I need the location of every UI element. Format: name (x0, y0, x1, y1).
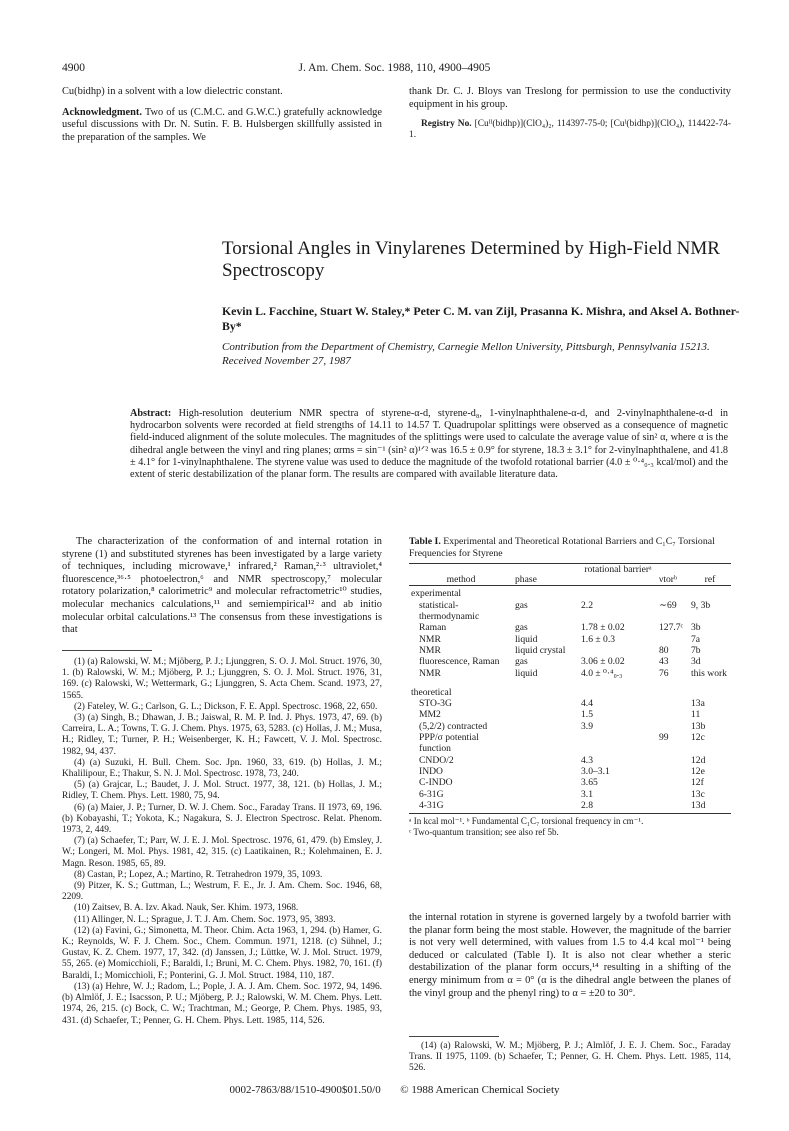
footnote: (12) (a) Favini, G.; Simonetta, M. Theor. Chim. Acta 1963, 1, 294. (b) Hamer, G. K.; Reynolds, W. F. J. Chem. Soc., Chem. Commun. 1971, 1218. (c) Sühnel, J.; Gustav, K. Z. Chem. 1977, 17, 342. (d) Janssen, J.; Lüttke, W. J. Mol. Struct. 1979, 55, 265. (e) Momicchioli, F.; Baraldi, I.; Bruni, M. C. Chem. Phys. 1982, 70, 161. (f) Baraldi, I.; Momicchioli, F.; Ponterini, G. J. Mol. Struct. 1984, 110, 187. (62, 925, 382, 981)
table-cell (513, 789, 579, 800)
table-cell: MM2 (419, 709, 441, 721)
table-cell: 76 (659, 667, 669, 679)
ack-text: Two of us (C.M.C. and G.W.C.) gratefully acknowledge useful discussions with Dr. N. Sutin. F. B. Hulsbergen skillfully assisted in the preparation of the samples. We (62, 106, 382, 143)
table-cell: Raman (419, 622, 447, 634)
table-cell: gas (515, 599, 528, 611)
table-caption (409, 536, 731, 559)
table-cell: 3.0–3.1 (581, 765, 610, 777)
table-row (409, 732, 731, 755)
table-cell: 99 (659, 732, 669, 744)
journal-citation: J. Am. Chem. Soc. 1988, 110, 4900–4905 (298, 62, 491, 74)
footnote: (1) (a) Ralowski, W. M.; Mjöberg, P. J.; Ljunggren, S. O. J. Mol. Struct. 1976, 30, 1. (b) Ralowski, W. M.; Mjöberg, P. J.; Ljunggren, S. O. J. Mol. Struct. 1976, 31, 169. (c) Ralowski, W.; Wettermark, G.; Ljunggren, S. Acta Chem. Scand. 1973, 27, 1565. (62, 657, 382, 701)
table-footnote-c: ᶜ Two-quantum transition; see also ref 5b. (409, 826, 559, 837)
article-authors: Kevin L. Facchine, Stuart W. Staley,* Peter C. M. van Zijl, Prasanna K. Mishra, and Aksel A. Bothner-By* (222, 304, 740, 333)
footnote: (10) Zaitsev, B. A. Izv. Akad. Nauk, Ser. Khim. 1973, 1968. (74, 903, 299, 914)
page-footer (0, 1084, 789, 1096)
right-paragraph: the internal rotation in styrene is governed largely by a twofold barrier with the planar form being the most stable. However, the magnitude of the barrier is not very well determined, with values from 1.5 to 4.4 kcal mol⁻¹ being deduced or calculated (Table I). It is also not clear whether a steric destabilization of the planar form occurs,¹⁴ resulting in a shifting of the energy minimum from α = 0° (α is the dihedral angle between the planes of the vinyl group and the phenyl ring) to α = ±20 to 30°. (409, 912, 731, 999)
page-number: 4900 (62, 62, 85, 74)
table-cell: (5,2/2) contracted (419, 720, 488, 732)
table-cell: gas (515, 656, 528, 668)
table-cell (657, 777, 689, 788)
table-cell: 3.06 ± 0.02 (581, 656, 625, 668)
footnotes-left (62, 657, 382, 1027)
table-cell: liquid (515, 633, 538, 645)
footnote: (11) Allinger, N. L.; Sprague, J. T. J. Am. Chem. Soc. 1973, 95, 3893. (74, 914, 336, 925)
table-cell (513, 800, 579, 811)
article-title: Torsional Angles in Vinylarenes Determined by High-Field NMR Spectroscopy (222, 238, 720, 281)
table-cell (513, 709, 579, 720)
table-cell (657, 766, 689, 777)
footnote: (9) Pitzer, K. S.; Guttman, L.; Westrum, F. E., Jr. J. Am. Chem. Soc. 1946, 68, 2209. (62, 881, 382, 903)
footnote-rule (62, 650, 152, 651)
table-row (409, 755, 731, 766)
table-row (409, 709, 731, 720)
footnote: (7) (a) Schaefer, T.; Parr, W. J. E. J. Mol. Spectrosc. 1976, 61, 479. (b) Emsley, J. W.; Longeri, M. Mol. Phys. 1981, 42, 315. (c) Laatikainen, R.; Kolehmainen, E. J. Magn. Reson. 1985, 65, 89. (62, 836, 382, 869)
table-cell: INDO (419, 765, 443, 777)
table-cell (513, 777, 579, 788)
table-row (409, 600, 731, 623)
table-caption-text: Experimental and Theoretical Rotational Barriers and C₁C₇ Torsional Frequencies for Styrene (409, 536, 715, 559)
table-cell (657, 755, 689, 766)
table-footnotes (409, 816, 731, 837)
footnote: (3) (a) Singh, B.; Dhawan, J. B.; Jaiswal, R. M. P. Ind. J. Phys. 1973, 47, 69. (b) Carreira, L. A.; Towns, T. G. J. Chem. Phys. 1975, 63, 5283. (c) Hollas, J. M.; Musa, H.; Ridley, T.; Turner, P. H.; Weisenberger, K. H.; Fawcett, V. J. Mol. Spectrosc. 1982, 94, 437. (62, 713, 382, 757)
table-cell: 4.0 ± ⁰·⁴₀.₃ (581, 667, 623, 679)
table-cell: NMR (419, 667, 441, 679)
table-cell (513, 721, 579, 732)
table-cell (513, 755, 579, 766)
footer-code: 0002-7863/88/1510-4900$01.50/0 (229, 1084, 381, 1096)
section-theoretical: theoretical (411, 686, 452, 698)
table-cell: NMR (419, 633, 441, 645)
table-1 (409, 536, 731, 837)
table-cell: 6-31G (419, 788, 444, 800)
table-cell: 12d (691, 754, 706, 766)
table-cell (579, 732, 657, 755)
thanks-text: thank Dr. C. J. Bloys van Treslong for permission to use the conductivity equipment in his group. (409, 86, 731, 110)
table-cell (579, 645, 657, 656)
abstract-text: High-resolution deuterium NMR spectra of styrene-α-d, styrene-d₈, 1-vinylnaphthalene-α-d, and 2-vinylnaphthalene-α-d in hydrocarbon solvents were recorded at field strengths of 14.11 to 14.57 T. Quadrupolar splittings were observed as a consequence of magnetic field-induced alignment of the solute molecules. The magnitudes of the splittings were used to calculate the average value of sin² α, where α is the dihedral angle between the vinyl and ring planes; αrms = sin⁻¹ (sin² α)¹ᐟ² was 16.5 ± 0.9° for styrene, 18.3 ± 3.1° for 2-vinylnaphthalene, and 41.8 ± 4.1° for 1-vinylnaphthalene. The styrene value was used to deduce the magnitude of the twofold rotational barrier (4.0 ± ⁰·⁴₀.₃ kcal/mol) and the extent of steric destabilization of the planar form. The results are compared with available literature data. (130, 408, 728, 481)
table-cell (657, 698, 689, 709)
table-grid (409, 563, 731, 811)
table-row (409, 800, 731, 811)
table-cell: 3.1 (581, 788, 593, 800)
table-row (409, 656, 731, 667)
table-row (409, 622, 731, 633)
table-cell: 13b (691, 720, 706, 732)
table-cell: 3.65 (581, 777, 598, 789)
table-cell: statistical-thermodynamic (419, 599, 480, 623)
table-row (409, 634, 731, 645)
table-cell: 13a (691, 698, 705, 710)
table-cell: 4.3 (581, 754, 593, 766)
top-right-carryover (409, 86, 731, 142)
footnote-rule-right (409, 1036, 499, 1037)
article-affiliation: Contribution from the Department of Chemistry, Carnegie Mellon University, Pittsburgh, Pennsylvania 15213. Received November 27, 1987 (222, 341, 710, 367)
section-experimental: experimental (411, 588, 462, 600)
footnote: (13) (a) Hehre, W. J.; Radom, L.; Pople, J. A. J. Am. Chem. Soc. 1972, 94, 1496. (b) Almlöf, J. E.; Isacsson, P. U.; Mjöberg, P. J.; Ralowski, W. M. Chem. Phys. Lett. 1974, 26, 215. (c) Bock, C. W.; Trachtman, M.; George, P. Chem. Phys. 1985, 93, 431. (d) Schaefer, T.; Penner, G. H. Chem. Phys. Lett. 1985, 114, 526. (62, 981, 382, 1026)
table-cell: 1.6 ± 0.3 (581, 633, 616, 645)
table-cell: 12e (691, 765, 705, 777)
registry-numbers (409, 119, 731, 141)
table-cell (657, 721, 689, 732)
table-cell: fluorescence, Raman (419, 656, 500, 668)
footnote: (14) (a) Ralowski, W. M.; Mjöberg, P. J.; Almlöf, J. E. J. Chem. Soc., Faraday Trans. II 1975, 1109. (b) Schaefer, T.; Penner, G. H. Chem. Phys. Lett. 1985, 114, 526. (409, 1041, 731, 1074)
ack-label: Acknowledgment. (62, 106, 142, 118)
table-cell (657, 789, 689, 800)
table-cell: C-INDO (419, 777, 453, 789)
table-cell: ∼69 (659, 599, 677, 611)
table-cell: 127.7ᶜ (659, 622, 684, 634)
table-cell: 3d (691, 656, 701, 668)
table-cell: 7a (691, 633, 701, 645)
table-cell (513, 698, 579, 709)
footnote: (6) (a) Maier, J. P.; Turner, D. W. J. Chem. Soc., Faraday Trans. II 1973, 69, 196. (b) Kobayashi, T.; Yokota, K.; Nagakura, S. J. Electron Spectrosc. Relat. Phenom. 1973, 2, 449. (62, 802, 382, 836)
registry-label: Registry No. (421, 119, 472, 130)
table-caption-label: Table I. (409, 536, 441, 547)
table-cell: 1.78 ± 0.02 (581, 622, 625, 634)
table-cell: 11 (691, 709, 701, 721)
running-header (62, 62, 727, 78)
top-left-carryover (62, 86, 382, 144)
table-cell: 7b (691, 644, 701, 656)
table-cell: 13c (691, 788, 705, 800)
table-cell: 3b (691, 622, 701, 634)
table-cell: gas (515, 622, 528, 634)
registry-text: [Cuᴵᴵ(bidhp)](ClO₄)₂, 114397-75-0; [Cuᴵ(bidhp)](ClO₄), 114422-74-1. (409, 119, 731, 141)
header-barrier: rotational barrierᵃ (584, 564, 652, 576)
table-footnote-a: ᵃ In kcal mol⁻¹. (409, 816, 465, 827)
carryover-line: Cu(bidhp) in a solvent with a low dielectric constant. (62, 86, 283, 97)
table-cell: liquid (515, 667, 538, 679)
header-phase: phase (515, 574, 537, 586)
table-row (409, 698, 731, 709)
header-ref: ref (704, 574, 716, 586)
table-cell: 2.2 (581, 599, 593, 611)
abstract-label: Abstract: (130, 408, 172, 419)
table-cell: 9, 3b (691, 599, 711, 611)
footnote: (2) Fateley, W. G.; Carlson, G. L.; Dickson, F. E. Appl. Spectrosc. 1968, 22, 650. (74, 701, 378, 712)
table-cell: liquid crystal (515, 644, 566, 656)
table-cell: NMR (419, 644, 441, 656)
table-cell: 13d (691, 799, 706, 811)
table-cell: this work (691, 667, 727, 679)
footer-copyright: © 1988 American Chemical Society (400, 1084, 560, 1096)
table-cell: 2.8 (581, 799, 593, 811)
table-row (409, 789, 731, 800)
table-cell: 12f (691, 777, 704, 789)
table-cell: 1.5 (581, 709, 593, 721)
footnote: (5) (a) Grajcar, L.; Baudet, J. J. Mol. Struct. 1977, 38, 121. (b) Hollas, J. M.; Ridley, T. Chem. Phys. Lett. 1980, 75, 94. (62, 780, 382, 802)
footnote: (4) (a) Suzuki, H. Bull. Chem. Soc. Jpn. 1960, 33, 619. (b) Hollas, J. M.; Khalilipour, E.; Thakur, S. N. J. Mol. Spectrosc. 1978, 73, 240. (62, 757, 382, 780)
intro-paragraph: The characterization of the conformation of and internal rotation in styrene (1) and substituted styrenes has been investigated by a large variety of techniques, including microwave,¹ infrared,² Raman,²·³ ultraviolet,⁴ fluorescence,³⁶·⁵ photoelectron,⁶ and NMR spectroscopy,⁷ molecular rotatory polarization,⁸ calorimetric⁹ and molecular refractometric¹⁰ studies, molecular mechanics calculations,¹¹ and semiempirical¹² and ab initio molecular orbital calculations.¹³ The consensus from these investigations is that (62, 536, 382, 636)
table-cell: 4-31G (419, 799, 444, 811)
table-cell: PPP/σ potential function (419, 732, 479, 755)
table-cell: CNDO/2 (419, 754, 454, 766)
table-cell: 80 (659, 644, 669, 656)
header-method: method (446, 574, 476, 586)
table-footnote-b: ᵇ Fundamental C₁C₇ torsional frequency in cm⁻¹. (464, 816, 644, 827)
table-cell: 43 (659, 656, 669, 668)
footnotes-right (409, 1041, 731, 1075)
table-cell (657, 709, 689, 720)
table-cell: STO-3G (419, 698, 452, 710)
table-row (409, 766, 731, 777)
abstract (130, 408, 728, 481)
table-row (409, 668, 731, 679)
table-row (409, 645, 731, 656)
footnote: (8) Castan, P.; Lopez, A.; Martino, R. Tetrahedron 1979, 35, 1093. (74, 869, 323, 880)
table-cell: 12c (691, 732, 705, 744)
header-nu-tor: νtorᵇ (659, 574, 677, 586)
acknowledgment (62, 107, 382, 145)
table-cell (657, 800, 689, 811)
table-cell: 3.9 (581, 720, 593, 732)
table-header-row (409, 564, 731, 586)
table-cell (657, 634, 689, 645)
table-cell (513, 766, 579, 777)
table-cell: 4.4 (581, 698, 593, 710)
table-row (409, 721, 731, 732)
table-row (409, 777, 731, 788)
table-cell (513, 732, 579, 755)
